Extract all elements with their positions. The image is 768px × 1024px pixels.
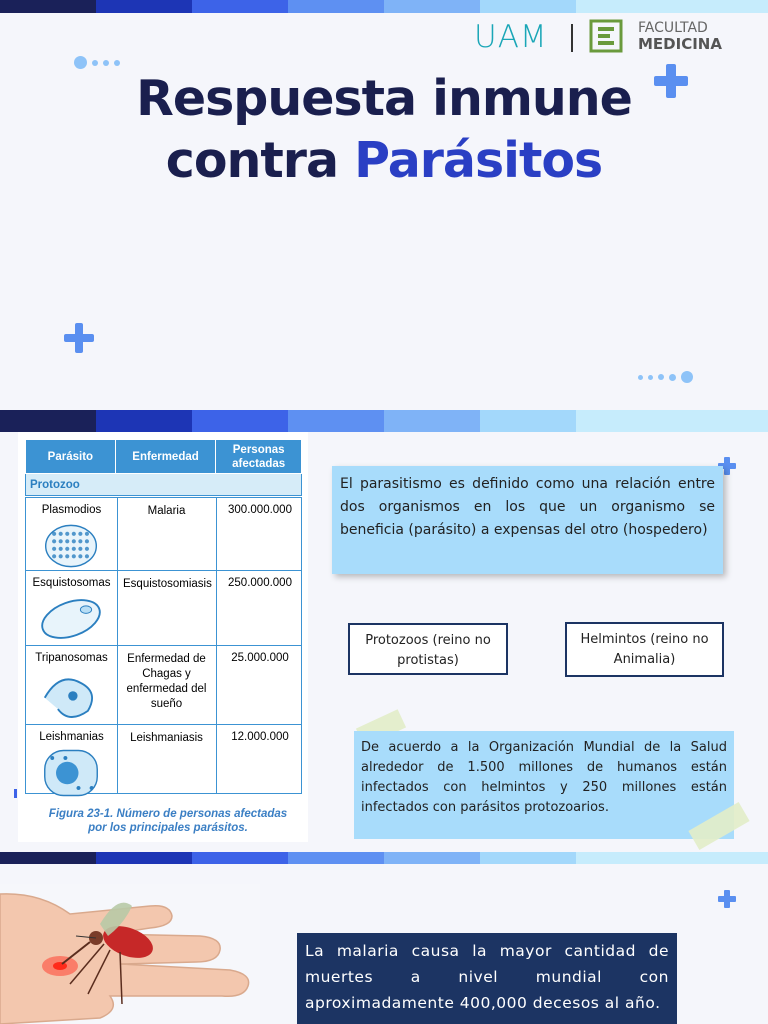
table-group-row xyxy=(26,474,302,496)
helmintos-box xyxy=(565,622,724,677)
figure-caption: Figura 23-1. Número de personas afectadas por los principales parásitos. xyxy=(48,808,288,834)
cell-people: 12.000.000 xyxy=(231,731,289,743)
mosquito-on-hand-illustration xyxy=(0,884,260,1024)
definition-box xyxy=(332,466,723,574)
trypanosoma-icon xyxy=(29,664,113,724)
cell-people: 250.000.000 xyxy=(228,577,292,589)
cell-parasite xyxy=(26,725,118,793)
protozoos-box xyxy=(348,623,508,675)
middle-color-stripe xyxy=(0,410,768,432)
schistosoma-icon xyxy=(29,589,113,649)
uam-logo-text: UAM xyxy=(474,19,548,55)
parasite-table xyxy=(25,439,302,496)
parasite-name: Leishmanias xyxy=(39,731,104,743)
plasmodium-icon xyxy=(29,516,113,576)
cell-parasite xyxy=(26,571,118,645)
oms-box xyxy=(354,731,734,839)
cell-disease: Leishmaniasis xyxy=(117,725,217,793)
table-row xyxy=(25,645,302,725)
parasite-name: Esquistosomas xyxy=(32,577,111,589)
table-header: Personas afectadas xyxy=(216,440,302,474)
cell-disease: Malaria xyxy=(117,498,217,570)
logo-divider xyxy=(571,24,573,52)
medicina-logo-text: FACULTAD MEDICINA xyxy=(638,20,722,53)
small-dot xyxy=(14,789,17,798)
bottom-color-stripe xyxy=(0,852,768,864)
table-header: Enfermedad xyxy=(115,440,216,474)
table-group-label: Protozoo xyxy=(26,474,302,496)
table-header-row xyxy=(26,440,302,474)
parasite-figure xyxy=(18,432,308,842)
cell-disease: Esquistosomiasis xyxy=(117,571,217,645)
plus-icon xyxy=(64,323,94,353)
cell-people: 25.000.000 xyxy=(231,652,289,664)
plus-icon xyxy=(718,890,736,908)
table-row xyxy=(25,570,302,646)
parasite-name: Tripanosomas xyxy=(35,652,108,664)
table-row xyxy=(25,724,302,794)
malaria-box xyxy=(297,933,677,1024)
cell-people: 300.000.000 xyxy=(228,504,292,516)
cell-parasite xyxy=(26,498,118,570)
top-color-stripe xyxy=(0,0,768,13)
definition-text: El parasitismo es definido como una relación entre dos organismos en los que un organismo se beneficia (parásito) a expensas del otro (hospedero) xyxy=(340,476,715,538)
cell-disease: Enfermedad de Chagas y enfermedad del sueño xyxy=(117,646,217,724)
leishmania-icon xyxy=(29,743,113,803)
malaria-text: La malaria causa la mayor cantidad de muertes a nivel mundial con aproximadamente 400,000 decesos al año. xyxy=(305,942,669,1012)
cell-parasite xyxy=(26,646,118,724)
table-header: Parásito xyxy=(26,440,116,474)
protozoos-label: Protozoos (reino no protistas) xyxy=(365,633,491,668)
table-row xyxy=(25,497,302,571)
page-title: Respuesta inmune contra Parásitos xyxy=(136,70,632,189)
parasite-name: Plasmodios xyxy=(41,504,102,516)
decorative-dots xyxy=(638,371,693,383)
oms-text: De acuerdo a la Organización Mundial de la Salud alrededor de 1.500 millones de humanos están infectados con helmintos y 250 millones están infectados con parásitos protozoarios. xyxy=(361,740,727,815)
helmintos-label: Helmintos (reino no Animalia) xyxy=(580,632,709,667)
medicina-logo-icon xyxy=(589,19,623,53)
uam-logo xyxy=(474,20,548,54)
